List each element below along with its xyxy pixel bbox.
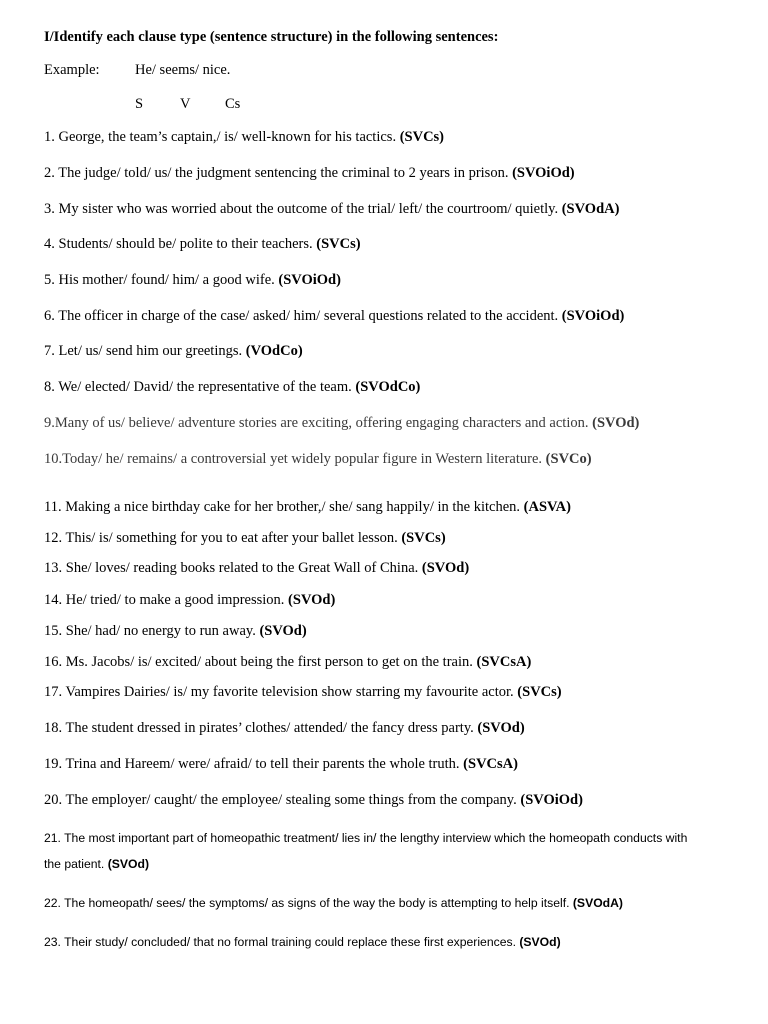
sentence-item: 15. She/ had/ no energy to run away. (SVOd) — [44, 623, 307, 639]
example-label: Example: — [44, 62, 100, 78]
example-tag-subject: S — [135, 96, 144, 112]
sentence-item: 4. Students/ should be/ polite to their teachers. (SVCs) — [44, 236, 361, 252]
example-tag-complement: Cs — [225, 96, 241, 112]
sentence-item: 8. We/ elected/ David/ the representative of the team. (SVOdCo) — [44, 379, 421, 395]
sentence-item: 13. She/ loves/ reading books related to the Great Wall of China. (SVOd) — [44, 560, 470, 576]
sentence-item: 10.Today/ he/ remains/ a controversial yet widely popular figure in Western literature. (SVCo) — [44, 451, 592, 467]
sentence-item: 17. Vampires Dairies/ is/ my favorite television show starring my favourite actor. (SVCs) — [44, 684, 562, 700]
sentence-item: 1. George, the team’s captain,/ is/ well-known for his tactics. (SVCs) — [44, 129, 445, 145]
sentence-item: 21. The most important part of homeopathic treatment/ lies in/ the lengthy interview which the homeopath conducts with — [44, 831, 688, 845]
sentence-item: 6. The officer in charge of the case/ asked/ him/ several questions related to the accident. (SVOiOd) — [44, 308, 625, 324]
worksheet-heading: I/Identify each clause type (sentence structure) in the following sentences: — [44, 29, 499, 45]
sentence-item: 3. My sister who was worried about the outcome of the trial/ left/ the courtroom/ quietly. (SVOdA) — [44, 201, 620, 217]
sentence-item: 23. Their study/ concluded/ that no formal training could replace these first experiences. (SVOd) — [44, 935, 561, 949]
example-sentence: He/ seems/ nice. — [135, 62, 231, 78]
sentence-item-continued: the patient. (SVOd) — [44, 857, 150, 871]
sentence-item: 5. His mother/ found/ him/ a good wife. (SVOiOd) — [44, 272, 341, 288]
sentence-item: 12. This/ is/ something for you to eat after your ballet lesson. (SVCs) — [44, 530, 446, 546]
sentence-item: 7. Let/ us/ send him our greetings. (VOdCo) — [44, 343, 303, 359]
example-tag-verb: V — [180, 96, 191, 112]
sentence-item: 16. Ms. Jacobs/ is/ excited/ about being the first person to get on the train. (SVCsA) — [44, 654, 532, 670]
sentence-item: 20. The employer/ caught/ the employee/ stealing some things from the company. (SVOiOd) — [44, 792, 583, 808]
sentence-item: 2. The judge/ told/ us/ the judgment sentencing the criminal to 2 years in prison. (SVOiOd) — [44, 165, 575, 181]
sentence-item: 19. Trina and Hareem/ were/ afraid/ to tell their parents the whole truth. (SVCsA) — [44, 756, 518, 772]
sentence-item: 14. He/ tried/ to make a good impression. (SVOd) — [44, 592, 336, 608]
sentence-item: 9.Many of us/ believe/ adventure stories are exciting, offering engaging characters and action. (SVOd) — [44, 415, 640, 431]
sentence-item: 11. Making a nice birthday cake for her brother,/ she/ sang happily/ in the kitchen. (ASVA) — [44, 499, 571, 515]
sentence-item: 18. The student dressed in pirates’ clothes/ attended/ the fancy dress party. (SVOd) — [44, 720, 525, 736]
sentence-item: 22. The homeopath/ sees/ the symptoms/ as signs of the way the body is attempting to help itself. (SVOdA) — [44, 896, 623, 910]
